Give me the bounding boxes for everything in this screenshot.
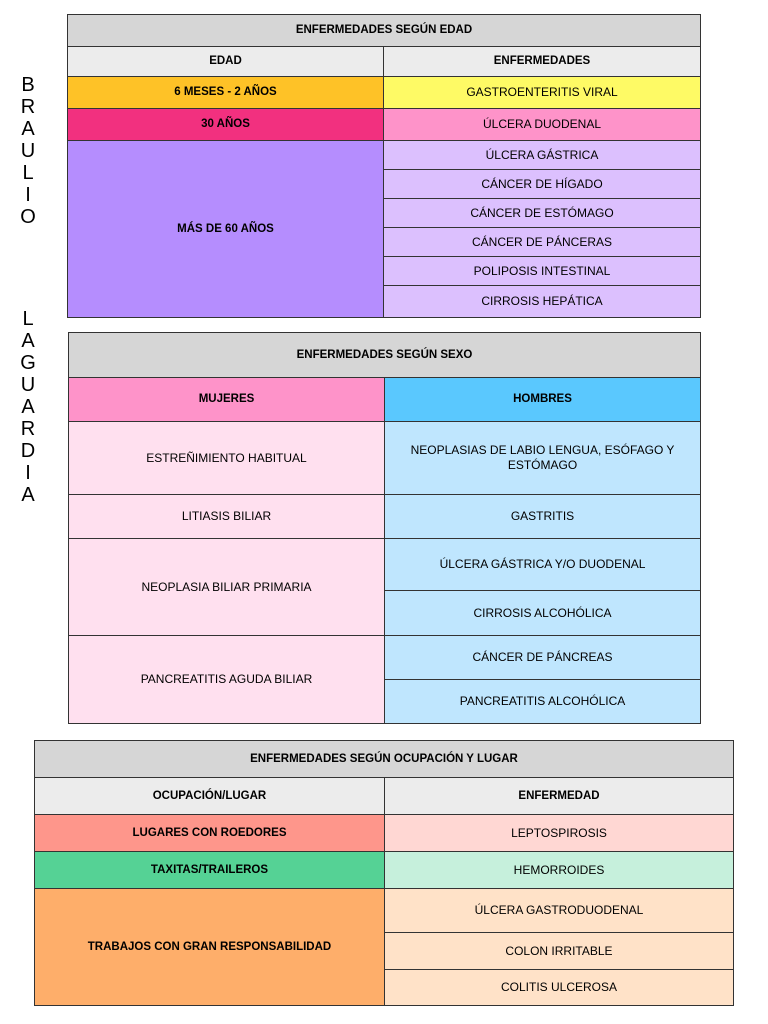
table-row <box>69 636 700 723</box>
table-row <box>69 539 700 636</box>
disease-cell: CÁNCER DE ESTÓMAGO <box>384 199 700 228</box>
occupation-table <box>34 740 734 1006</box>
disease-cell: POLIPOSIS INTESTINAL <box>384 257 700 286</box>
disease-cell: COLITIS ULCEROSA <box>385 970 733 1005</box>
disease-cell: HEMORROIDES <box>385 852 733 888</box>
table-row <box>69 422 700 495</box>
place-cell: LUGARES CON ROEDORES <box>35 815 385 851</box>
header-enfermedad: ENFERMEDAD <box>518 789 600 802</box>
name-letter: G <box>20 352 36 374</box>
name-letter: R <box>20 96 36 118</box>
name-letter: U <box>20 374 36 396</box>
age-group-cell: 6 MESES - 2 AÑOS <box>68 77 384 108</box>
occupation-table-header <box>35 778 733 815</box>
age-group-cell: 30 AÑOS <box>68 109 384 140</box>
disease-cell: ÚLCERA GASTRODUODENAL <box>385 889 733 933</box>
name-letter: L <box>22 162 34 184</box>
name-letter: I <box>25 462 31 484</box>
disease-cell: LEPTOSPIROSIS <box>385 815 733 851</box>
place-cell: TRABAJOS CON GRAN RESPONSABILIDAD <box>35 889 385 1005</box>
men-disease-list <box>385 636 700 723</box>
men-disease-cell: CIRROSIS ALCOHÓLICA <box>385 591 700 635</box>
vertical-name-first <box>14 74 42 228</box>
header-ocupacion: OCUPACIÓN/LUGAR <box>35 778 385 814</box>
disease-cell: GASTROENTERITIS VIRAL <box>384 77 700 108</box>
sex-table-title-row <box>69 333 700 378</box>
disease-cell: ÚLCERA GÁSTRICA <box>384 141 700 170</box>
table-row <box>68 77 700 109</box>
occupation-table-title: ENFERMEDADES SEGÚN OCUPACIÓN Y LUGAR <box>250 752 518 765</box>
name-letter: R <box>20 418 36 440</box>
age-table-title: ENFERMEDADES SEGÚN EDAD <box>295 24 473 36</box>
name-letter: I <box>25 184 31 206</box>
women-disease-cell: NEOPLASIA BILIAR PRIMARIA <box>69 539 385 635</box>
name-letter: B <box>21 74 35 96</box>
table-row <box>35 815 733 852</box>
occupation-table-title-row <box>35 741 733 778</box>
men-disease-cell: NEOPLASIAS DE LABIO LENGUA, ESÓFAGO Y ESTÓMAGO <box>385 422 700 494</box>
table-row <box>35 889 733 1005</box>
women-disease-cell: ESTREÑIMIENTO HABITUAL <box>69 422 385 494</box>
disease-cell: COLON IRRITABLE <box>385 933 733 970</box>
women-disease-cell: LITIASIS BILIAR <box>69 495 385 538</box>
men-disease-cell: ÚLCERA GÁSTRICA Y/O DUODENAL <box>385 539 700 591</box>
disease-cell: ÚLCERA DUODENAL <box>384 109 700 140</box>
age-table-title-row <box>68 15 700 47</box>
header-enfermedades: ENFERMEDADES <box>493 55 591 67</box>
table-row <box>68 141 700 317</box>
disease-cell: CÁNCER DE PÁNCERAS <box>384 228 700 257</box>
table-row <box>69 495 700 539</box>
age-table <box>67 14 701 318</box>
header-edad: EDAD <box>68 47 384 76</box>
men-disease-list <box>385 539 700 635</box>
name-letter: A <box>21 396 35 418</box>
vertical-name-last <box>14 308 42 506</box>
name-letter: A <box>21 118 35 140</box>
men-disease-cell: PANCREATITIS ALCOHÓLICA <box>385 680 700 723</box>
age-table-header <box>68 47 700 77</box>
disease-list <box>385 889 733 1005</box>
name-letter: D <box>20 440 36 462</box>
sex-table <box>68 332 701 724</box>
men-disease-cell: CÁNCER DE PÁNCREAS <box>385 636 700 680</box>
name-letter: A <box>21 330 35 352</box>
table-row <box>68 109 700 141</box>
men-disease-cell: GASTRITIS <box>385 495 700 538</box>
name-letter: O <box>20 206 36 228</box>
header-hombres: HOMBRES <box>385 378 700 421</box>
header-mujeres: MUJERES <box>69 378 385 421</box>
table-row <box>35 852 733 889</box>
disease-cell: CIRROSIS HEPÁTICA <box>384 286 700 317</box>
name-letter: L <box>22 308 34 330</box>
name-letter: U <box>20 140 36 162</box>
sex-table-header <box>69 378 700 422</box>
place-cell: TAXITAS/TRAILEROS <box>35 852 385 888</box>
age-group-cell: MÁS DE 60 AÑOS <box>68 141 384 317</box>
name-letter: A <box>21 484 35 506</box>
disease-cell: CÁNCER DE HÍGADO <box>384 170 700 199</box>
sex-table-title: ENFERMEDADES SEGÚN SEXO <box>296 348 473 361</box>
disease-list <box>384 141 700 317</box>
women-disease-cell: PANCREATITIS AGUDA BILIAR <box>69 636 385 723</box>
